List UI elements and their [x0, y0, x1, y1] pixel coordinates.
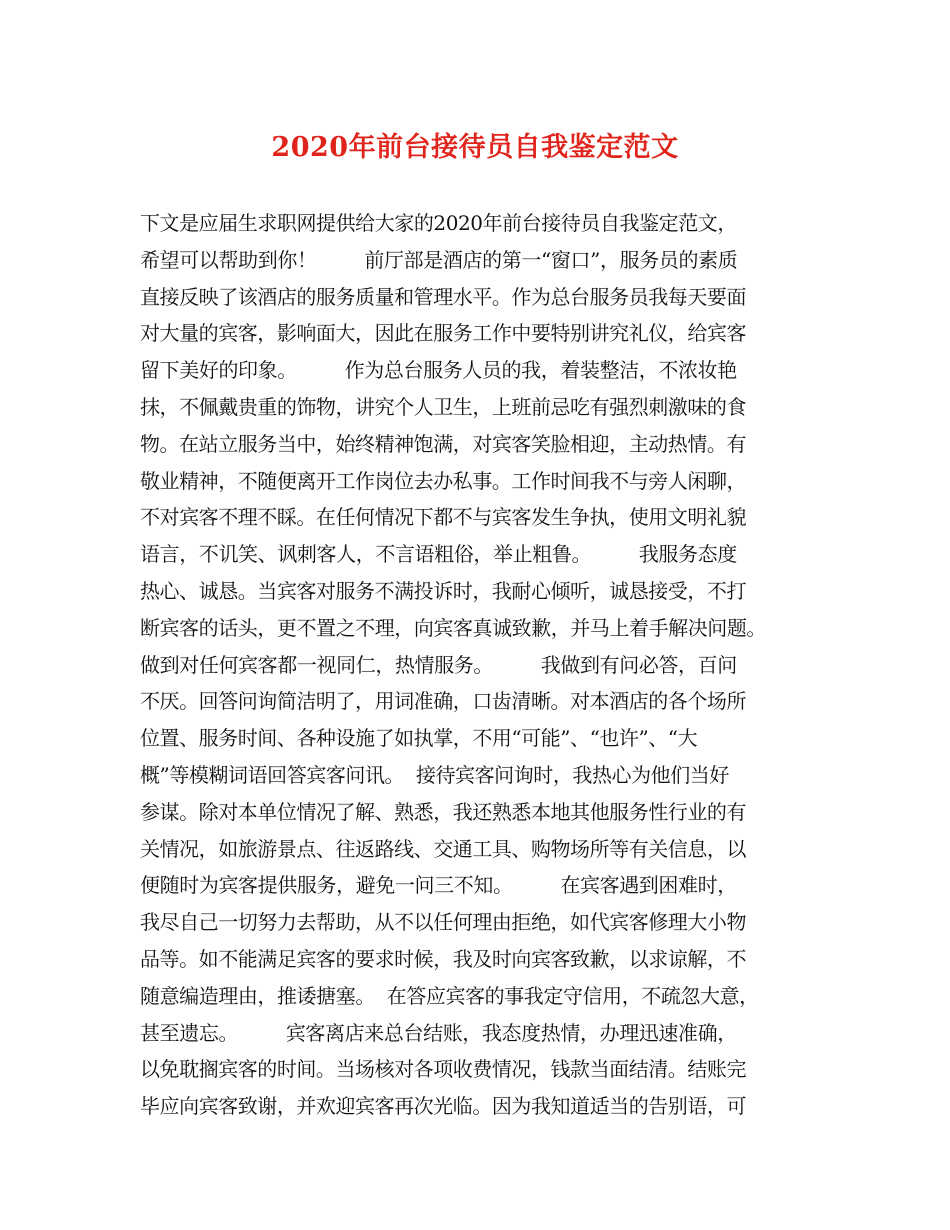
document-body — [140, 205, 840, 1125]
body-line: 对大量的宾客，影响面大，因此在服务工作中要特别讲究礼仪，给宾客 — [140, 321, 746, 346]
body-line: 甚至遗忘。 宾客离店来总台结账，我态度热情，办理迅速准确， — [140, 1020, 737, 1045]
body-line: 抹，不佩戴贵重的饰物，讲究个人卫生，上班前忌吃有强烈刺激味的食 — [140, 394, 746, 419]
body-line: 物。在站立服务当中，始终精神饱满，对宾客笑脸相迎，主动热情。有 — [140, 431, 746, 456]
body-line: 留下美好的印象。 作为总台服务人员的我，着装整洁，不浓妆艳 — [140, 358, 737, 383]
body-line: 随意编造理由，推诿搪塞。 在答应宾客的事我定守信用，不疏忽大意， — [140, 983, 759, 1008]
body-line: 下文是应届生求职网提供给大家的2020年前台接待员自我鉴定范文， — [140, 211, 737, 235]
body-line: 希望可以帮助到你！ 前厅部是酒店的第一“窗口”，服务员的素质 — [140, 247, 738, 272]
body-line: 不厌。回答问询简洁明了，用词准确，口齿清晰。对本酒店的各个场所 — [140, 689, 746, 714]
body-line: 参谋。除对本单位情况了解、熟悉，我还熟悉本地其他服务性行业的有 — [140, 799, 746, 824]
body-line: 关情况，如旅游景点、往返路线、交通工具、购物场所等有关信息，以 — [140, 836, 746, 861]
body-line: 断宾客的话头，更不置之不理，向宾客真诚致歉，并马上着手解决问题。 — [140, 615, 766, 640]
body-line: 以免耽搁宾客的时间。当场核对各项收费情况，钱款当面结清。结账完 — [140, 1057, 746, 1082]
document-title: 2020年前台接待员自我鉴定范文 — [271, 132, 679, 163]
body-line: 概”等模糊词语回答宾客问讯。 接待宾客问询时，我热心为他们当好 — [140, 762, 729, 787]
body-line: 做到对任何宾客都一视同仁，热情服务。 我做到有问必答，百问 — [140, 652, 737, 677]
body-line: 位置、服务时间、各种设施了如执掌，不用“可能”、“也许”、“大 — [140, 726, 698, 751]
body-line: 毕应向宾客致谢，并欢迎宾客再次光临。因为我知道适当的告别语，可 — [140, 1094, 746, 1119]
body-line: 不对宾客不理不睬。在任何情况下都不与宾客发生争执，使用文明礼貌 — [140, 505, 746, 530]
body-line: 语言，不讥笑、讽刺客人，不言语粗俗，举止粗鲁。 我服务态度 — [140, 542, 737, 567]
body-line: 便随时为宾客提供服务，避免一问三不知。 在宾客遇到困难时， — [140, 873, 737, 898]
body-line: 热心、诚恳。当宾客对服务不满投诉时，我耐心倾听，诚恳接受，不打 — [140, 578, 746, 603]
body-line: 敬业精神，不随便离开工作岗位去办私事。工作时间我不与旁人闲聊， — [140, 468, 746, 493]
body-line: 我尽自己一切努力去帮助，从不以任何理由拒绝，如代宾客修理大小物 — [140, 910, 746, 935]
body-line: 直接反映了该酒店的服务质量和管理水平。作为总台服务员我每天要面 — [140, 284, 746, 309]
body-line: 品等。如不能满足宾客的要求时候，我及时向宾客致歉，以求谅解，不 — [140, 946, 746, 971]
